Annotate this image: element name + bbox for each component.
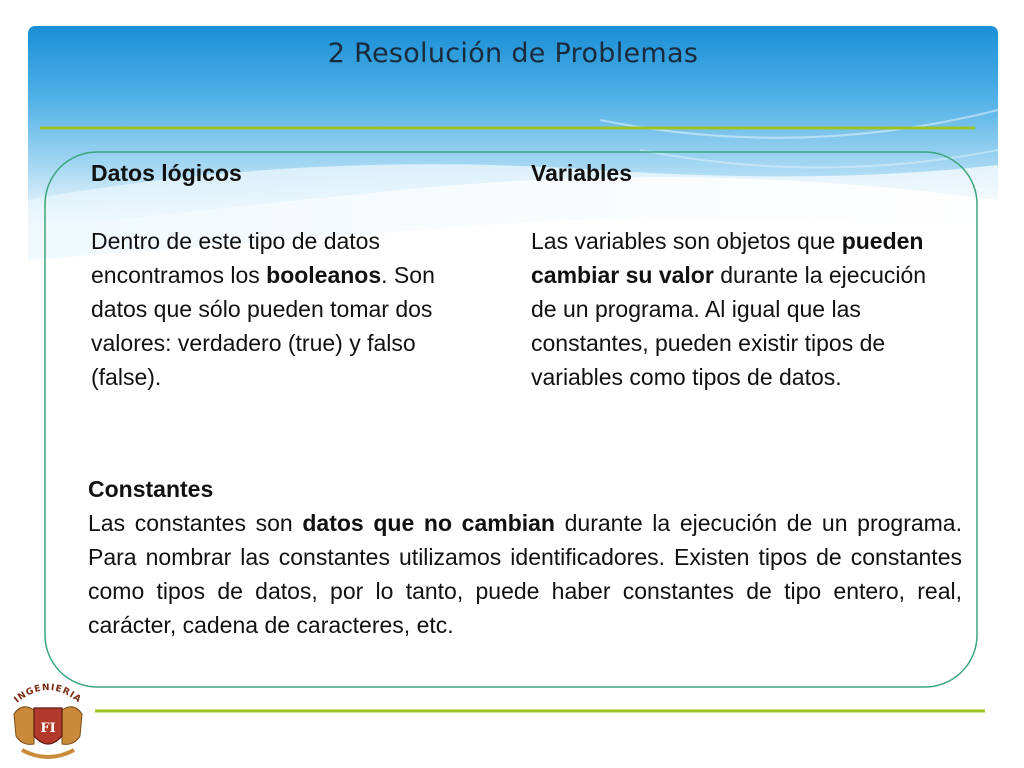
spacer [531, 190, 931, 224]
logical-data-text-part: . Son datos que sólo pueden tomar dos valores: verdadero (true) y falso (false). [91, 262, 435, 390]
variables-heading: Variables [531, 160, 633, 186]
spacer [91, 190, 471, 224]
constants-section [88, 472, 962, 642]
constants-heading: Constantes [88, 476, 214, 502]
constants-bold: datos que no cambian [302, 510, 555, 536]
variables-text-part: durante la ejecución de un programa. Al igual que las constantes, pueden existir tipos de variables como tipos de datos. [531, 262, 927, 390]
variables-text-part: Las variables son objetos que [531, 228, 842, 254]
svg-text:INGENIERIA [13, 683, 84, 706]
constants-text [88, 506, 962, 642]
logo-letters: FI [40, 721, 56, 736]
variables-text [531, 224, 931, 394]
logical-data-text [91, 224, 471, 394]
university-shield-icon [8, 674, 88, 764]
logical-data-text-part: Dentro de este tipo de datos encontramos los [91, 228, 380, 288]
logical-data-section [91, 156, 471, 394]
variables-bold: pueden cambiar su valor [531, 228, 924, 288]
constants-text-part: Las constantes son [88, 510, 303, 536]
slide-title: 2 Resolución de Problemas [327, 38, 699, 69]
logical-data-heading: Datos lógicos [91, 160, 242, 186]
logo-text: INGENIERIA [12, 682, 84, 706]
logical-data-bold: booleanos [266, 262, 382, 288]
constants-text-part: durante la ejecución de un programa. Para nombrar las constantes utilizamos identificadores. Existen tipos de constantes como tipos de datos, por lo tanto, puede haber constantes de tipo entero, real, carácter, cadena de caracteres, etc. [88, 510, 962, 638]
variables-section [531, 156, 931, 394]
